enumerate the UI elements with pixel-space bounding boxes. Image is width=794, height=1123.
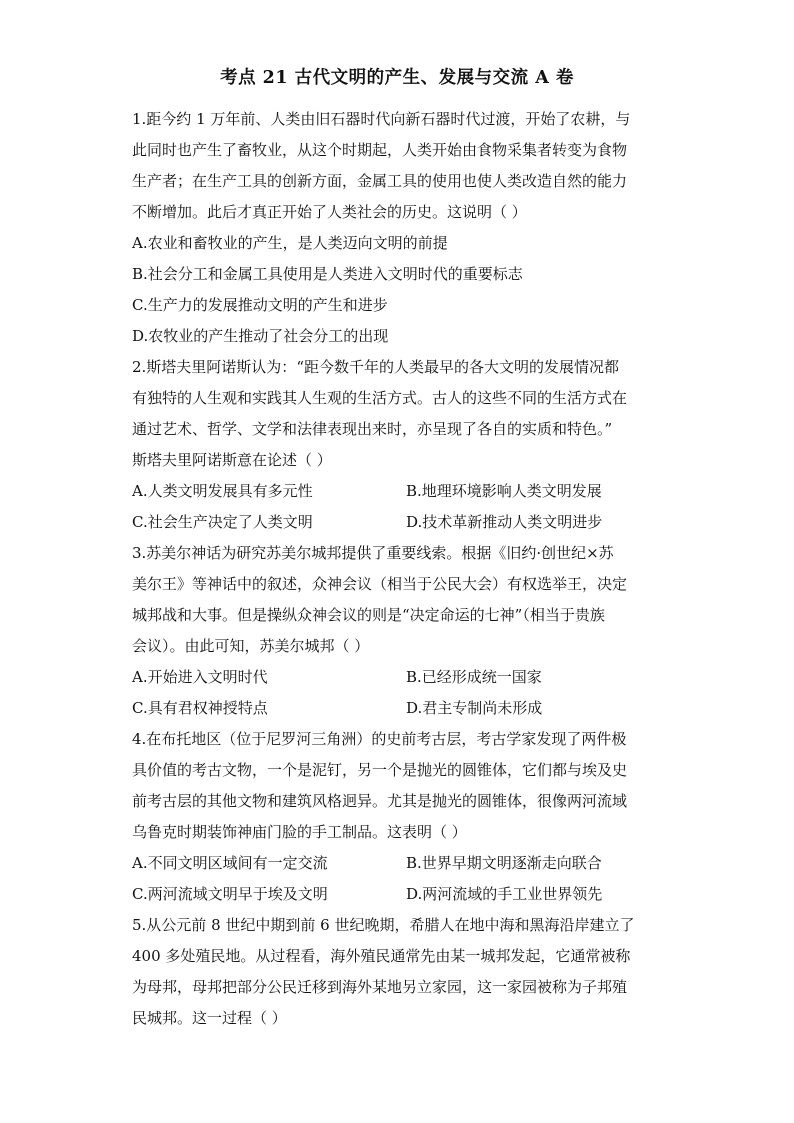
question-4-option-b: B.世界早期文明逐渐走向联合: [406, 854, 602, 872]
question-3-options-row-2: [132, 693, 664, 724]
question-5: [132, 910, 664, 1034]
question-1-option-b: B.社会分工和金属工具使用是人类进入文明时代的重要标志: [132, 265, 523, 283]
question-3-option-a: A.开始进入文明时代: [132, 668, 268, 686]
question-3-option-b: B.已经形成统一国家: [406, 668, 542, 686]
question-4-options-row-2: [132, 879, 664, 910]
question-2-option-a: A.人类文明发展具有多元性: [132, 482, 313, 500]
question-2-option-c: C.社会生产决定了人类文明: [132, 513, 313, 531]
question-3: [132, 538, 664, 724]
question-3-option-d: D.君主专制尚未形成: [406, 699, 543, 717]
question-3-line: 3.苏美尔神话为研究苏美尔城邦提供了重要线索。根据《旧约·创世纪×苏: [132, 544, 614, 562]
question-2-options-row-1: [132, 476, 664, 507]
question-2: [132, 352, 664, 538]
question-4-line: 前考古层的其他文物和建筑风格迥异。尤其是抛光的圆锥体，很像两河流域: [132, 792, 628, 810]
page-title: 考点 21 古代文明的产生、发展与交流 A 卷: [220, 68, 574, 88]
question-5-line: 民城邦。这一过程（ ）: [132, 1009, 287, 1027]
question-3-options-row-1: [132, 662, 664, 693]
question-1-option-a: A.农业和畜牧业的产生，是人类迈向文明的前提: [132, 234, 448, 252]
question-3-option-c: C.具有君权神授特点: [132, 699, 268, 717]
question-3-line: 会议）。由此可知，苏美尔城邦（ ）: [132, 637, 370, 655]
question-4-line: 具价值的考古文物，一个是泥钉，另一个是抛光的圆锥体，它们都与埃及史: [132, 761, 628, 779]
question-4-option-d: D.两河流域的手工业世界领先: [406, 885, 603, 903]
question-5-line: 5.从公元前 8 世纪中期到前 6 世纪晚期，希腊人在地中海和黑海沿岸建立了: [132, 916, 635, 934]
question-1: [132, 104, 664, 352]
question-4-option-a: A.不同文明区域间有一定交流: [132, 854, 328, 872]
question-2-option-b: B.地理环境影响人类文明发展: [406, 482, 602, 500]
question-3-line: 城邦战和大事。但是操纵众神会议的则是“决定命运的七神”（相当于贵族: [132, 606, 605, 624]
question-4-line: 4.在布托地区（位于尼罗河三角洲）的史前考古层，考古学家发现了两件极: [132, 730, 627, 748]
question-4-options-row-1: [132, 848, 664, 879]
question-1-line: 1.距今约 1 万年前、人类由旧石器时代向新石器时代过渡，开始了农耕，与: [132, 110, 631, 128]
question-4-option-c: C.两河流域文明早于埃及文明: [132, 885, 328, 903]
question-list: [132, 104, 664, 1034]
question-2-line: 通过艺术、哲学、文学和法律表现出来时，亦呈现了各自的实质和特色。”: [132, 420, 613, 438]
question-2-options-row-2: [132, 507, 664, 538]
question-1-line: 生产者；在生产工具的创新方面，金属工具的使用也使人类改造自然的能力: [132, 172, 628, 190]
question-3-line: 美尔王》等神话中的叙述，众神会议（相当于公民大会）有权选举王，决定: [132, 575, 628, 593]
question-4-line: 乌鲁克时期装饰神庙门脸的手工制品。这表明（ ）: [132, 823, 467, 841]
question-2-option-d: D.技术革新推动人类文明进步: [406, 513, 603, 531]
question-2-line: 斯塔夫里阿诺斯意在论述（ ）: [132, 451, 332, 469]
question-2-line: 2.斯塔夫里阿诺斯认为：“距今数千年的人类最早的各大文明的发展情况都: [132, 358, 619, 376]
question-2-line: 有独特的人生观和实践其人生观的生活方式。古人的这些不同的生活方式在: [132, 389, 628, 407]
question-1-line: 此同时也产生了畜牧业，从这个时期起，人类开始由食物采集者转变为食物: [132, 141, 628, 159]
question-5-line: 为母邦，母邦把部分公民迁移到海外某地另立家园，这一家园被称为子邦殖: [132, 978, 628, 996]
question-5-line: 400 多处殖民地。从过程看，海外殖民通常先由某一城邦发起，它通常被称: [132, 947, 631, 965]
question-4: [132, 724, 664, 910]
question-1-line: 不断增加。此后才真正开始了人类社会的历史。这说明（ ）: [132, 203, 527, 221]
question-1-option-c: C.生产力的发展推动文明的产生和进步: [132, 296, 388, 314]
question-1-option-d: D.农牧业的产生推动了社会分工的出现: [132, 327, 389, 345]
